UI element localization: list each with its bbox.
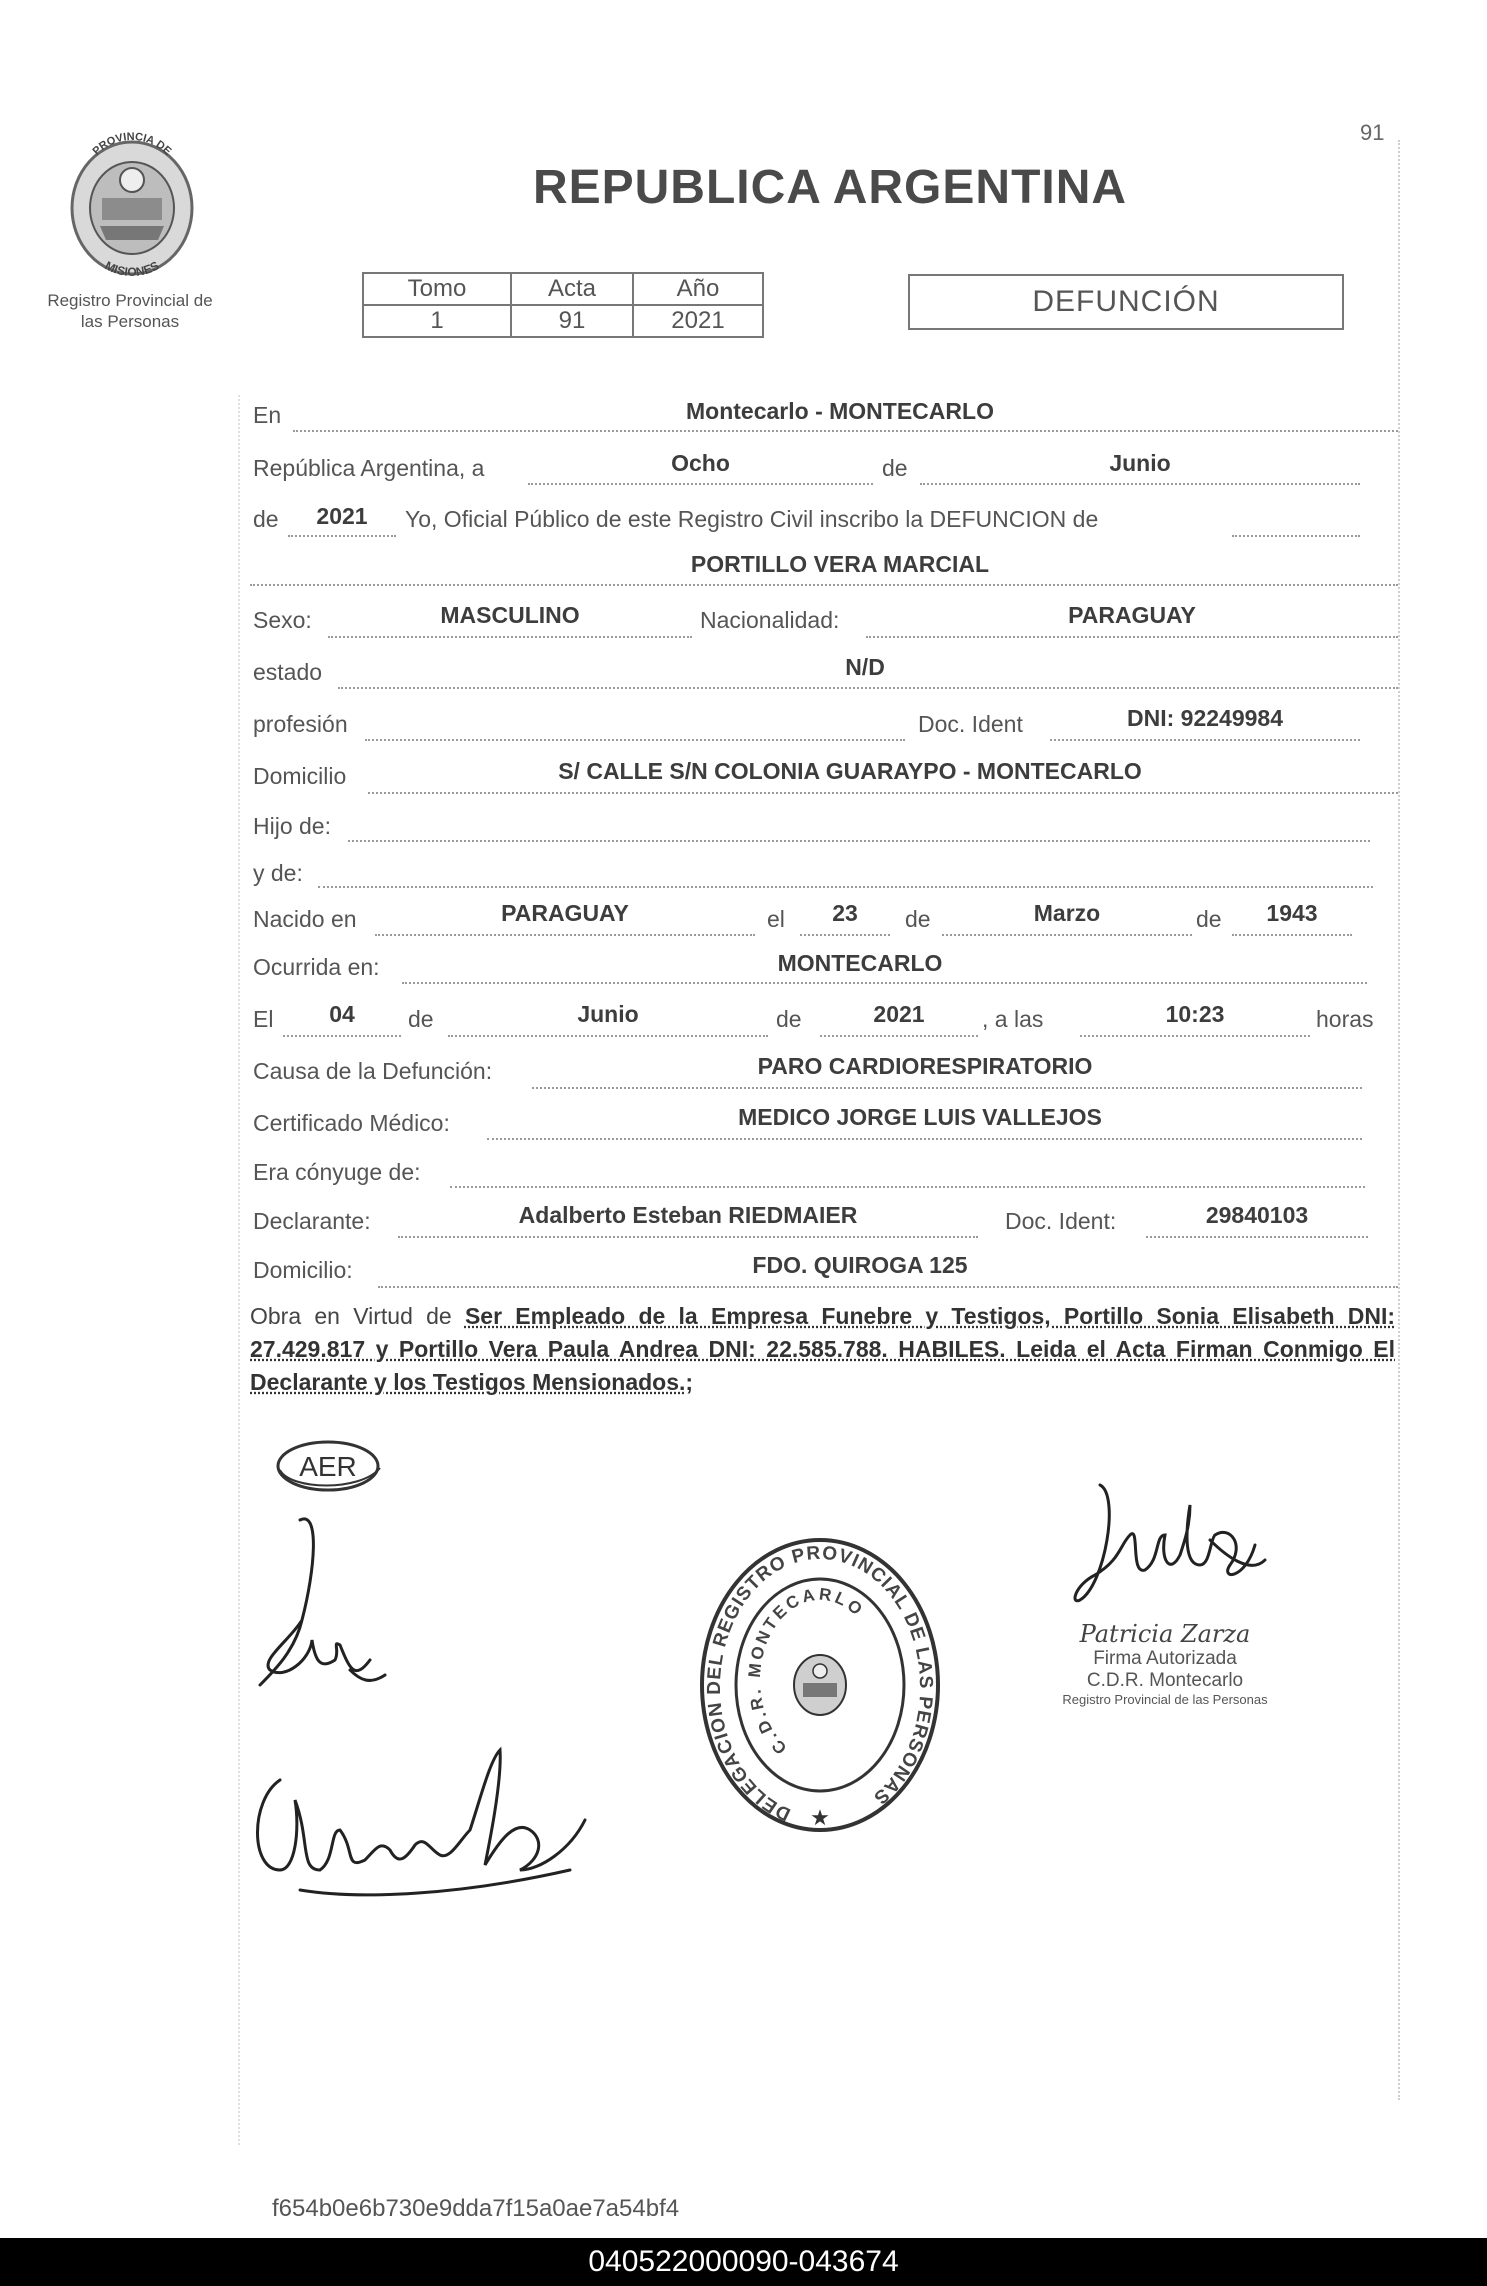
rule-hijo-de	[348, 840, 1370, 842]
rule-dia	[528, 483, 873, 485]
rule-def-anio	[820, 1035, 978, 1037]
value-tomo: 1	[363, 305, 511, 337]
document-hash: f654b0e6b730e9dda7f15a0ae7a54bf4	[272, 2195, 680, 2222]
rule-causa	[532, 1087, 1362, 1089]
value-mes: Junio	[1109, 450, 1171, 476]
page-title: REPUBLICA ARGENTINA	[532, 161, 1128, 214]
rule-nac-anio	[1232, 934, 1352, 936]
value-anio: 2021	[633, 305, 763, 337]
rule-domicilio	[368, 792, 1398, 794]
svg-text:AER: AER	[299, 1451, 357, 1482]
rule-doc-ident	[1050, 739, 1360, 741]
label-republica: República Argentina, a	[253, 455, 485, 481]
label-profesion: profesión	[253, 711, 348, 737]
label-y-de: y de:	[253, 860, 303, 886]
rule-estado	[338, 687, 1398, 689]
rule-declarante-domicilio	[378, 1286, 1398, 1288]
rule-lugar	[293, 430, 1398, 432]
rule-def-dia	[283, 1035, 401, 1037]
value-estado: N/D	[845, 654, 885, 680]
label-nacionalidad: Nacionalidad:	[700, 607, 840, 633]
rule-yo	[1232, 535, 1360, 537]
label-obra: Obra en Virtud de	[250, 1303, 452, 1329]
value-acta: 91	[511, 305, 633, 337]
label-horas: horas	[1316, 1006, 1374, 1032]
value-nac-anio: 1943	[1266, 900, 1318, 926]
declarant-signature	[240, 1720, 610, 1910]
header-tomo: Tomo	[363, 273, 511, 305]
officer-registry: Registro Provincial de las Personas	[1062, 1692, 1268, 1707]
rule-certificado	[487, 1138, 1362, 1140]
label-de-3: de	[905, 906, 931, 932]
rule-profesion	[365, 739, 905, 741]
rule-sexo	[328, 636, 692, 638]
label-de-6: de	[776, 1006, 802, 1032]
value-obra-texto: Ser Empleado de la Empresa Funebre y Testigos, Portillo Sonia Elisabeth DNI: 27.429.817 y Portillo Vera Paula Andrea DNI: 22.585.788. HABILES. Leida el Acta Firman Conmigo El Declarante y los Testigos Mensionados.;	[250, 1303, 1396, 1395]
label-de-2: de	[253, 506, 279, 532]
rule-anio	[288, 535, 396, 537]
label-en: En	[253, 402, 282, 428]
label-nacido-en: Nacido en	[253, 906, 357, 932]
label-a-las: , a las	[982, 1006, 1044, 1032]
document-code-bar: 040522000090-043674	[0, 2238, 1487, 2286]
right-margin-rule	[1398, 140, 1400, 2100]
label-domicilio: Domicilio	[253, 763, 347, 789]
label-certificado: Certificado Médico:	[253, 1110, 450, 1136]
witness-signature-1	[240, 1510, 410, 1700]
label-de-5: de	[408, 1006, 434, 1032]
rule-y-de	[318, 886, 1373, 888]
header-acta: Acta	[511, 273, 633, 305]
label-estado: estado	[253, 659, 323, 685]
officer-signature	[1060, 1465, 1280, 1625]
register-table	[362, 272, 764, 338]
rule-declarante-doc	[1146, 1236, 1368, 1238]
rule-nacionalidad	[866, 636, 1398, 638]
value-domicilio: S/ CALLE S/N COLONIA GUARAYPO - MONTECARLO	[558, 758, 1142, 784]
label-sexo: Sexo:	[253, 607, 312, 633]
label-declarante-doc: Doc. Ident:	[1005, 1208, 1117, 1234]
value-declarante-doc: 29840103	[1205, 1202, 1309, 1228]
rule-hora	[1080, 1035, 1310, 1037]
rule-conyuge	[450, 1186, 1365, 1188]
label-declarante: Declarante:	[253, 1208, 371, 1234]
value-dia-palabra: Ocho	[671, 450, 730, 476]
value-def-anio: 2021	[873, 1001, 925, 1027]
value-sexo: MASCULINO	[440, 602, 580, 628]
rule-nacido-en	[375, 934, 755, 936]
value-certificado: MEDICO JORGE LUIS VALLEJOS	[738, 1104, 1102, 1130]
registry-caption: Registro Provincial de las Personas	[47, 291, 213, 331]
rule-ocurrida-en	[402, 982, 1367, 984]
label-el: el	[767, 906, 785, 932]
value-causa: PARO CARDIORESPIRATORIO	[757, 1053, 1093, 1079]
value-nacido-en: PARAGUAY	[501, 900, 629, 926]
value-hora: 10:23	[1165, 1001, 1225, 1027]
page-number: 91	[1360, 120, 1385, 145]
value-doc-ident: DNI: 92249984	[1127, 705, 1283, 731]
header-anio: Año	[633, 273, 763, 305]
label-yo: Yo, Oficial Público de este Registro Civil inscribo la DEFUNCION de	[405, 506, 1099, 532]
label-hijo-de: Hijo de:	[253, 813, 331, 839]
svg-text:MISIONES: MISIONES	[102, 258, 162, 278]
officer-office: C.D.R. Montecarlo	[1086, 1670, 1244, 1691]
label-ocurrida-en: Ocurrida en:	[253, 954, 380, 980]
rule-def-mes	[448, 1035, 768, 1037]
rule-declarante	[398, 1236, 978, 1238]
label-de-1: de	[882, 455, 908, 481]
official-seal	[695, 1535, 945, 1835]
svg-text:PROVINCIA DE: PROVINCIA DE	[90, 130, 174, 158]
svg-text:C.D.R. MONTECARLO: C.D.R. MONTECARLO	[744, 1584, 869, 1758]
value-nac-mes: Marzo	[1033, 900, 1101, 926]
officer-signature-block	[1000, 1620, 1330, 1707]
value-lugar: Montecarlo - MONTECARLO	[686, 398, 994, 424]
rule-nombre	[250, 584, 1398, 586]
obra-en-virtud-paragraph	[250, 1300, 1395, 1399]
value-nac-dia: 23	[832, 900, 858, 926]
svg-text:DELEGACION DEL REGISTRO PROVIN: DELEGACION DEL REGISTRO PROVINCIAL DE LAS PERSONAS	[704, 1542, 937, 1825]
label-conyuge: Era cónyuge de:	[253, 1159, 421, 1185]
label-el-cap: El	[253, 1006, 274, 1032]
svg-text:★: ★	[810, 1805, 830, 1830]
rule-mes	[920, 483, 1360, 485]
label-declarante-domicilio: Domicilio:	[253, 1257, 353, 1283]
label-de-4: de	[1196, 906, 1222, 932]
value-def-dia: 04	[329, 1001, 355, 1027]
label-doc-ident: Doc. Ident	[918, 711, 1023, 737]
value-def-mes: Junio	[577, 1001, 639, 1027]
label-causa: Causa de la Defunción:	[253, 1058, 493, 1084]
initials-stamp	[270, 1430, 400, 1500]
officer-title: Firma Autorizada	[1093, 1648, 1237, 1669]
act-type-box: DEFUNCIÓN	[908, 274, 1344, 330]
value-ocurrida-en: MONTECARLO	[777, 950, 943, 976]
value-anio: 2021	[316, 503, 368, 529]
provincial-emblem-logo	[62, 128, 202, 278]
value-nombre: PORTILLO VERA MARCIAL	[690, 551, 990, 577]
rule-nac-dia	[800, 934, 890, 936]
value-nacionalidad: PARAGUAY	[1068, 602, 1196, 628]
value-declarante-domicilio: FDO. QUIROGA 125	[752, 1252, 968, 1278]
rule-nac-mes	[942, 934, 1192, 936]
value-declarante: Adalberto Esteban RIEDMAIER	[518, 1202, 858, 1228]
officer-name: Patricia Zarza	[1079, 1620, 1251, 1648]
